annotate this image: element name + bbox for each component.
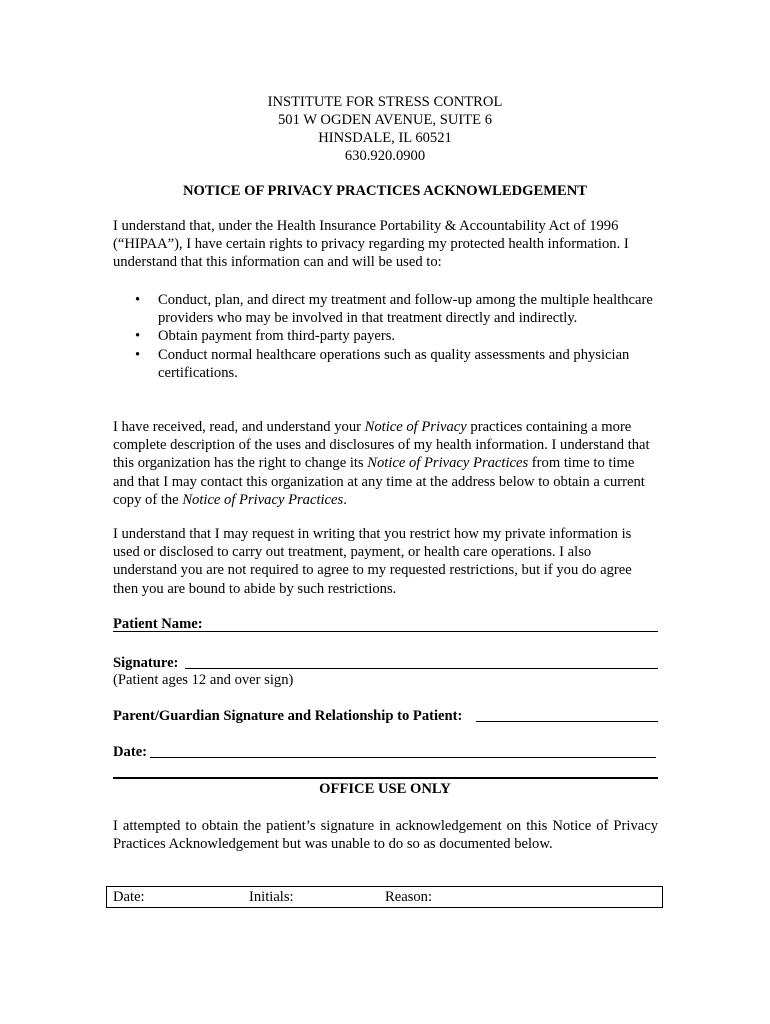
record-reason-label: Reason: xyxy=(385,889,433,905)
street-address: 501 W OGDEN AVENUE, SUITE 6 xyxy=(277,112,493,128)
signature-label: Signature: xyxy=(113,655,179,671)
bullet-icon: • xyxy=(135,328,141,345)
received-notice-paragraph xyxy=(113,418,653,509)
record-date-label: Date: xyxy=(113,889,145,905)
bullet-icon: • xyxy=(135,292,141,308)
bullet-icon: • xyxy=(135,346,141,363)
office-use-heading: OFFICE USE ONLY xyxy=(319,781,451,797)
notice-title-italic: Notice of Privacy xyxy=(364,419,467,435)
office-use-paragraph: I attempted to obtain the patient’s signature in acknowledgement on this Notice of Privacy Practices Acknowledgement but was unable to do so as documented below. xyxy=(113,818,658,853)
date-field[interactable] xyxy=(150,757,656,758)
list-item xyxy=(113,346,653,382)
city-state-zip: HINSDALE, IL 60521 xyxy=(318,130,452,146)
guardian-signature-label: Parent/Guardian Signature and Relationship to Patient: xyxy=(113,708,463,724)
letterhead xyxy=(0,93,770,165)
record-initials-label: Initials: xyxy=(249,889,294,905)
usage-list xyxy=(113,291,653,382)
intro-paragraph: I understand that, under the Health Insurance Portability & Accountability Act of 1996 (“HIPAA”), I have certain rights to privacy regarding my protected health information. I understand that this information can and will be used to: xyxy=(113,218,629,271)
text-run: from time to time and that I may contact this organization at any time at the address below to obtain a current copy of the xyxy=(113,455,645,508)
signature-field[interactable] xyxy=(185,668,658,669)
restrictions-paragraph: I understand that I may request in writing that you restrict how my private information is used or disclosed to carry out treatment, payment, or health care operations. I also understand you are not required to agree to my requested restrictions, but if you do agree then you are bound to abide by such restrictions. xyxy=(113,526,632,597)
office-use-record-box xyxy=(106,886,663,908)
document-title: NOTICE OF PRIVACY PRACTICES ACKNOWLEDGEMENT xyxy=(182,183,588,199)
list-item xyxy=(113,291,653,327)
text-run: . xyxy=(343,491,347,508)
organization-name: INSTITUTE FOR STRESS CONTROL xyxy=(267,94,503,110)
date-label: Date: xyxy=(113,744,148,760)
list-item-text: Obtain payment from third-party payers. xyxy=(158,328,396,345)
notice-title-italic: Notice of Privacy Practices xyxy=(182,491,344,508)
section-divider xyxy=(113,777,658,779)
patient-name-label: Patient Name: xyxy=(113,616,203,632)
list-item-text: Conduct normal healthcare operations such as quality assessments and physician certifications. xyxy=(158,346,630,381)
notice-title-italic: Notice of Privacy Practices xyxy=(367,455,529,472)
signature-hint: (Patient ages 12 and over sign) xyxy=(113,672,294,688)
text-run: I have received, read, and understand your xyxy=(113,419,365,435)
text-run: practices containing a more complete description of the uses and disclosures of my health information. I understand that this organization has the right to change its xyxy=(113,419,650,472)
guardian-signature-field[interactable] xyxy=(476,721,658,722)
list-item-text: Conduct, plan, and direct my treatment and follow-up among the multiple healthcare providers who may be involved in that treatment directly and indirectly. xyxy=(158,292,653,327)
list-item xyxy=(113,327,653,345)
phone-number: 630.920.0900 xyxy=(344,148,426,164)
patient-name-field[interactable] xyxy=(113,631,658,632)
